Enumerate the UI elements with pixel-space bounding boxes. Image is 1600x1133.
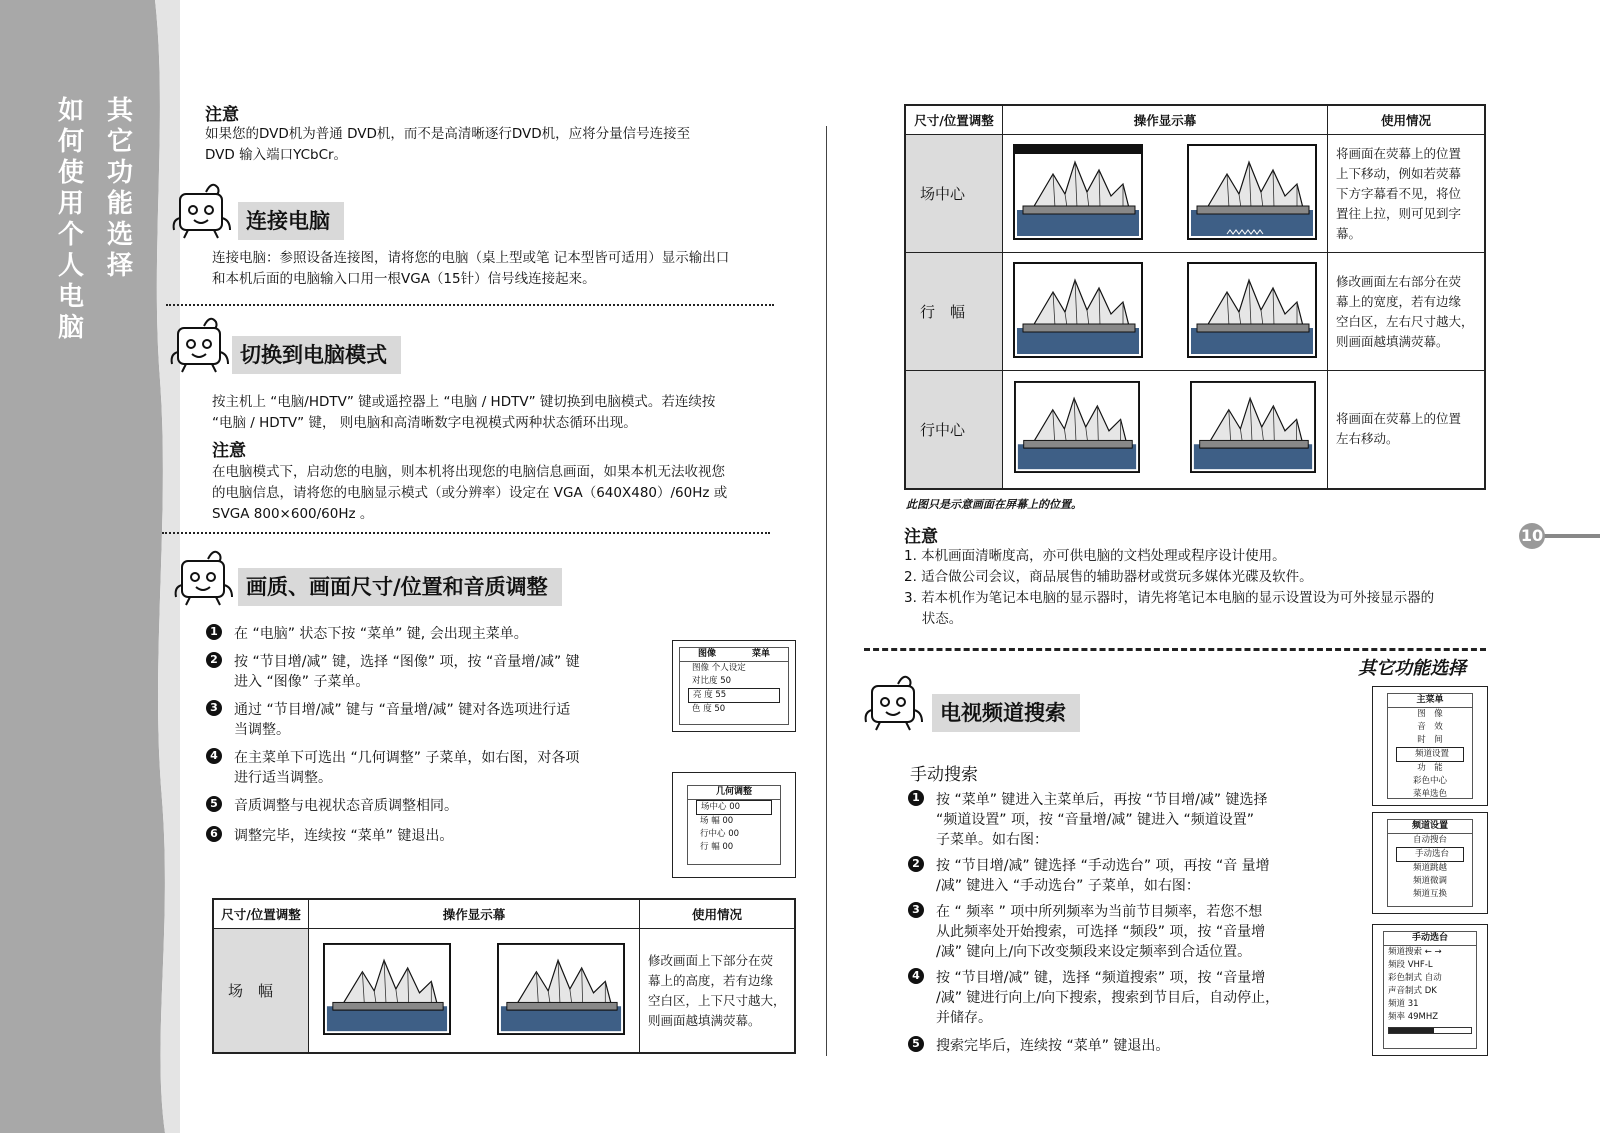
screen-before-image xyxy=(323,943,451,1039)
table-row xyxy=(905,371,1485,489)
side-title-other-functions xyxy=(105,96,135,282)
step-4: 4 按 “节目增/减” 键，选择 “频道搜索” 项，按 “音量增 /减” 键进行向上/向下搜索，搜索到节目后，自动停止， 并储存。 xyxy=(908,968,1279,1028)
col-header: 操作显示幕 xyxy=(1003,105,1328,135)
divider xyxy=(166,304,774,306)
page-gutter-line xyxy=(826,126,827,1056)
note-text-1: 如果您的DVD机为普通 DVD机，而不是高清晰逐行DVD机，应将分量信号连接至 DVD 输入端口YCbCr。 xyxy=(205,126,691,163)
divider xyxy=(162,532,770,534)
mascot-icon xyxy=(860,670,930,732)
side-band xyxy=(0,0,180,1133)
table-caption: 此图只是示意画面在屏幕上的位置。 xyxy=(906,498,1082,511)
screen-before-image xyxy=(1014,381,1140,477)
menu-screen-manual: 手动选台 频道搜索 ← → 频段 VHF-L 彩色制式 自动 声音制式 DK 频道 31 频率 49MHZ xyxy=(1372,924,1488,1056)
step-3: 3 在 “ 频率 ” 项中所列频率为当前节目频率，若您不想 从此频率处开始搜索，可选择 “频段” 项，按 “音量增 /减” 键向上/向下改变频段来设定频率到合适位置。 xyxy=(908,902,1265,962)
opera-house-picture xyxy=(1013,144,1143,240)
col-header: 尺寸/位置调整 xyxy=(905,105,1003,135)
step-2: 2 按 “节目增/减” 键选择 “手动选台” 项，再按 “音 量增 /减” 键进入 “手动选台” 子菜单，如右图： xyxy=(908,856,1270,896)
menu-screen-geometry: 几何调整 场中心 00 场 幅 00 行中心 00 行 幅 00 xyxy=(672,772,796,878)
side-title-char: 能 xyxy=(106,189,133,219)
screen-before-image xyxy=(1013,262,1143,362)
col-header: 使用情况 xyxy=(1328,105,1486,135)
side-title-char: 脑 xyxy=(57,313,84,343)
row-label: 行中心 xyxy=(905,371,1003,489)
section-label: 其它功能选择 xyxy=(1358,658,1466,679)
section-title-switch-pc-mode: 切换到电脑模式 xyxy=(232,336,401,374)
usage-text: 修改画面左右部分在荧 幕上的宽度，若有边缘 空白区，左右尺寸越大， 则画面越填满荧幕。 xyxy=(1328,253,1486,371)
step-5: 5 音质调整与电视状态音质调整相同。 xyxy=(206,796,458,816)
page-number: 10 xyxy=(1519,523,1545,549)
side-title-char: 电 xyxy=(57,282,84,312)
step-5: 5 搜索完毕后，连续按 “菜单” 键退出。 xyxy=(908,1036,1169,1056)
section-title-quality-adjust: 画质、画面尺寸/位置和音质调整 xyxy=(238,568,562,606)
side-title-char: 其 xyxy=(106,96,133,126)
menu-screen-main: 主菜单 图 像 音 效 时 间 频道设置 功 能 彩色中心 菜单选色 xyxy=(1372,686,1488,806)
subheading-manual-search: 手动搜索 xyxy=(910,765,978,785)
note-heading-1: 注意 xyxy=(205,105,239,125)
mascot-icon xyxy=(166,312,236,374)
table-row xyxy=(213,929,795,1054)
side-title-char: 选 xyxy=(106,220,133,250)
step-4: 4 在主菜单下可选出 “几何调整” 子菜单，如右图，对各项 进行适当调整。 xyxy=(206,748,579,788)
opera-house-picture xyxy=(1013,262,1143,358)
section-title-connect-pc: 连接电脑 xyxy=(238,202,344,240)
side-title-char: 何 xyxy=(57,127,84,157)
opera-house-picture xyxy=(1187,262,1317,358)
side-title-char: 它 xyxy=(106,127,133,157)
usage-text: 将画面在荧幕上的位置 左右移动。 xyxy=(1328,371,1486,489)
usage-text: 将画面在荧幕上的位置 上下移动，例如若荧幕 下方字幕看不见，将位 置往上拉，则可见到字 幕。 xyxy=(1328,135,1486,253)
side-title-char: 使 xyxy=(57,158,84,188)
mascot-icon xyxy=(168,178,238,240)
adjust-table-left xyxy=(212,898,796,1054)
col-header: 操作显示幕 xyxy=(309,899,640,929)
note-list: 1. 本机画面清晰度高，亦可供电脑的文档处理或程序设计使用。 2. 适合做公司会议，商品展售的辅助器材或赏玩多媒体光碟及软件。 3. 若本机作为笔记本电脑的显示器时，请先将笔记本电脑的显示设置设为可外接显示器的 状态。 xyxy=(904,548,1435,627)
step-1: 1 按 “菜单” 键进入主菜单后，再按 “节目增/减” 键选择 “频道设置” 项，按 “音量增/减” 键进入 “频道设置” 子菜单。如右图： xyxy=(908,790,1268,850)
opera-house-picture xyxy=(1014,381,1140,473)
menu-screen-channel: 频道设置 自动搜台 手动选台 频道跳越 频道微调 频道互换 xyxy=(1372,812,1488,914)
menu-screen-image: 图像 菜单 图像 个人设定 对比度 50 亮 度 55 色 度 50 xyxy=(672,640,796,732)
screen-examples xyxy=(309,929,640,1054)
section-title-tv-search: 电视频道搜索 xyxy=(932,694,1080,732)
row-label: 场中心 xyxy=(905,135,1003,253)
step-3: 3 通过 “节目增/减” 键与 “音量增/减” 键对各选项进行适 当调整。 xyxy=(206,700,570,740)
screen-after-image xyxy=(1187,262,1317,362)
step-2: 2 按 “节目增/减” 键，选择 “图像” 项，按 “音量增/减” 键 进入 “图像” 子菜单。 xyxy=(206,652,580,692)
side-title-char: 择 xyxy=(106,251,133,281)
mascot-icon xyxy=(170,545,240,607)
opera-house-picture xyxy=(1190,381,1316,473)
step-1: 1 在 “电脑” 状态下按 “菜单” 键, 会出现主菜单。 xyxy=(206,624,528,644)
step-6: 6 调整完毕，连续按 “菜单” 键退出。 xyxy=(206,826,453,846)
opera-house-picture xyxy=(1187,144,1317,240)
note-heading-3: 注意 xyxy=(904,527,938,547)
switch-pc-mode-text: 按主机上 “电脑/HDTV” 键或遥控器上 “电脑 / HDTV” 键切换到电脑模式。若连续按 “电脑 / HDTV” 键， 则电脑和高清晰数字电视模式两种状态循环出现。 xyxy=(212,394,716,431)
row-label: 场 幅 xyxy=(213,929,309,1054)
table-row xyxy=(905,135,1485,253)
side-title-char: 用 xyxy=(57,189,84,219)
screen-after-image xyxy=(1190,381,1316,477)
divider xyxy=(864,648,1486,651)
screen-after-image xyxy=(1187,144,1317,244)
note-text-2: 在电脑模式下，启动您的电脑，则本机将出现您的电脑信息画面，如果本机无法收视您 的电脑信息，请将您的电脑显示模式（或分辨率）设定在 VGA（640X480）/60Hz 或 SVGA 800×600/60Hz 。 xyxy=(212,464,728,522)
connect-pc-text: 连接电脑：参照设备连接图，请将您的电脑（桌上型或笔 记本型皆可适用）显示输出口 和本机后面的电脑输入口用一根VGA（15针）信号线连接起来。 xyxy=(212,250,730,287)
side-title-char: 个 xyxy=(57,220,84,250)
note-heading-2: 注意 xyxy=(212,441,246,461)
side-title-pc-usage xyxy=(56,96,86,344)
screen-after-image xyxy=(497,943,625,1039)
table-row xyxy=(905,253,1485,371)
side-title-char: 如 xyxy=(57,96,84,126)
row-label: 行 幅 xyxy=(905,253,1003,371)
screen-before-image xyxy=(1013,144,1143,244)
opera-house-picture xyxy=(323,943,451,1035)
side-title-char: 功 xyxy=(106,158,133,188)
col-header: 尺寸/位置调整 xyxy=(213,899,309,929)
adjust-table-right xyxy=(904,104,1486,490)
side-title-char: 人 xyxy=(57,251,84,281)
col-header: 使用情况 xyxy=(640,899,796,929)
opera-house-picture xyxy=(497,943,625,1035)
usage-text: 修改画面上下部分在荧 幕上的高度，若有边缘 空白区，上下尺寸越大， 则画面越填满荧幕。 xyxy=(640,929,796,1054)
